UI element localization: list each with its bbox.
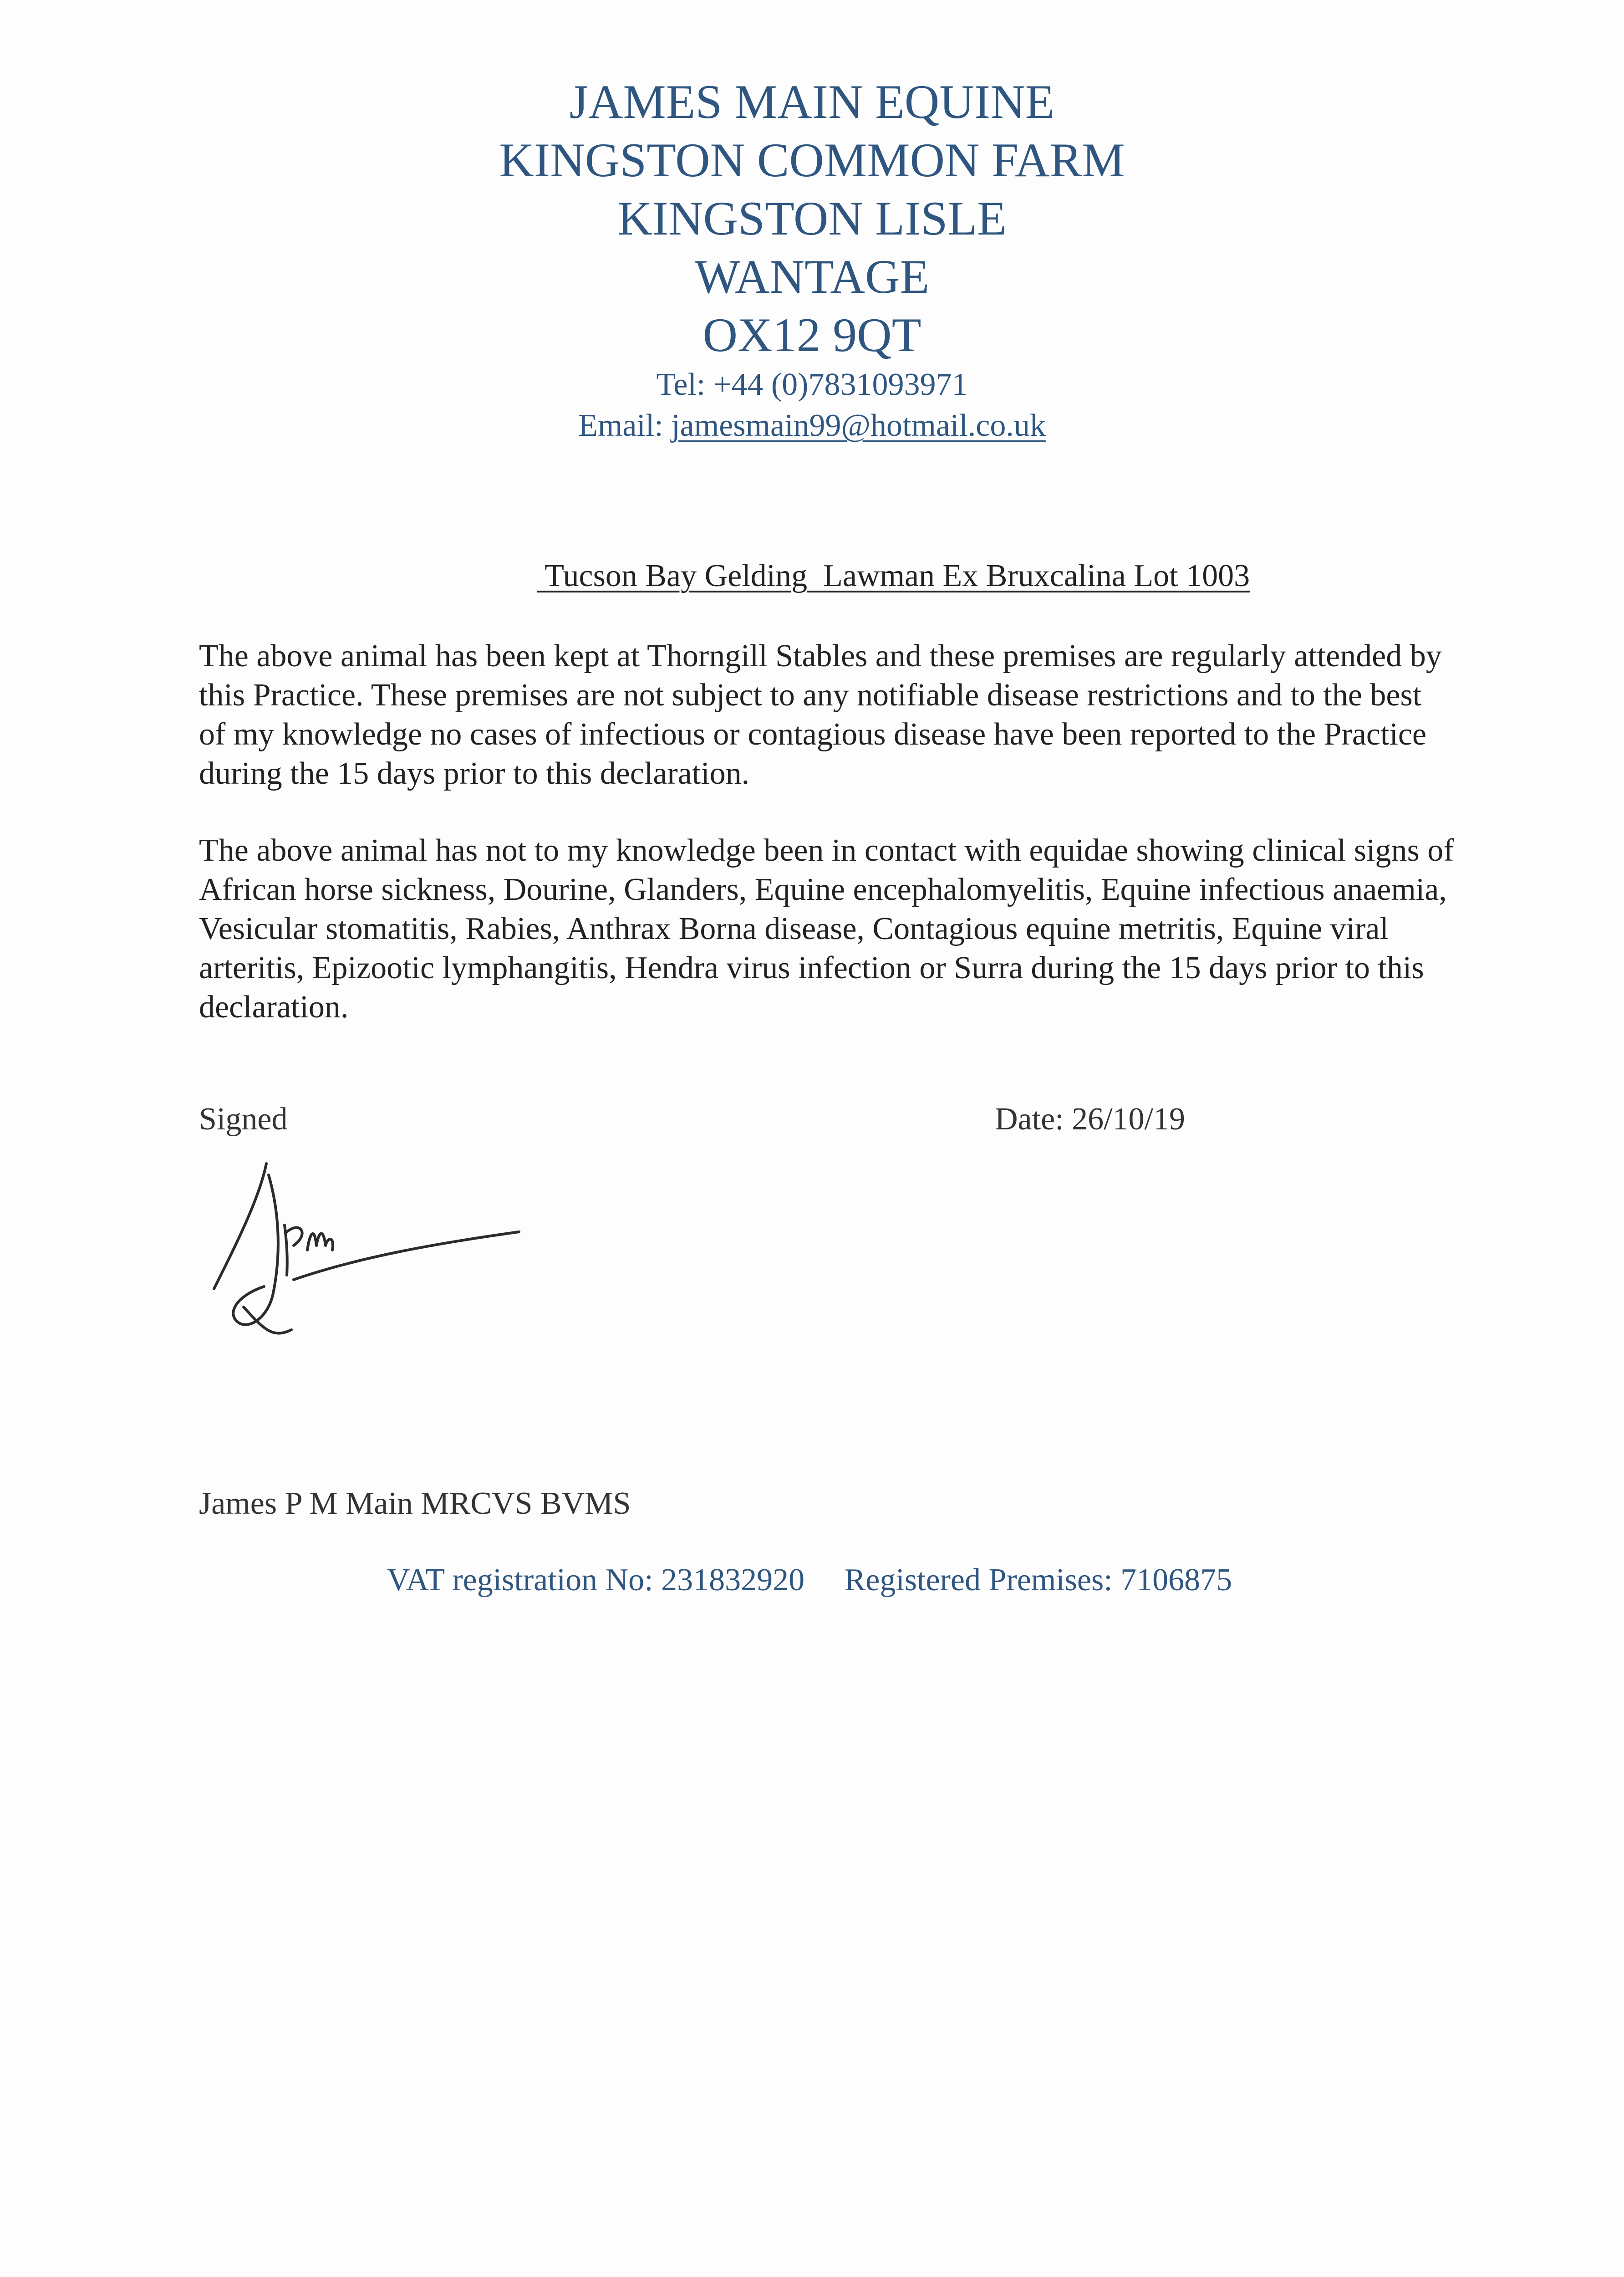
subject-line: Tucson Bay Gelding Lawman Ex Bruxcalina Lot 1003 [537,558,1250,593]
vat-number: VAT registration No: 231832920 [387,1562,805,1598]
signer-name: James P M Main MRCVS BVMS [199,1486,631,1521]
signature-image [200,1143,528,1416]
date-label: Date: [995,1102,1064,1137]
address-line-2: KINGSTON LISLE [617,192,1007,245]
email-link[interactable]: jamesmain99@hotmail.co.uk [671,408,1046,443]
email-line [0,405,1624,446]
practice-name: JAMES MAIN EQUINE [569,75,1055,128]
footer-registration [387,1562,1232,1598]
date-value: 26/10/19 [1072,1102,1185,1137]
address-town: WANTAGE [694,250,930,303]
address-postcode: OX12 9QT [703,308,921,362]
email-label: Email: [578,408,672,443]
telephone: Tel: +44 (0)7831093971 [656,367,968,402]
declaration-paragraph-1: The above animal has been kept at Thorngill Stables and these premises are regularly attended by this Practice. These premises are not subject to any notifiable disease restrictions and to the best of my knowledge no cases of infectious or contagious disease have been reported to the Practice during the 15 days prior to this declaration. [199,638,1442,791]
signed-label: Signed [199,1102,288,1137]
registered-premises: Registered Premises: 7106875 [844,1562,1232,1598]
declaration-paragraph-2: The above animal has not to my knowledge been in contact with equidae showing clinical signs of African horse sickness, Dourine, Glanders, Equine encephalomyelitis, Equine infectious anaemia, Vesicular stomatitis, Rabies, Anthrax Borna disease, Contagious equine metritis, Equine viral arteritis, Epizootic lymphangitis, Hendra virus infection or Surra during the 15 days prior to this declaration. [199,833,1454,1025]
letterhead [0,73,1624,446]
date-line [995,1101,1185,1138]
address-line-1: KINGSTON COMMON FARM [499,133,1125,187]
